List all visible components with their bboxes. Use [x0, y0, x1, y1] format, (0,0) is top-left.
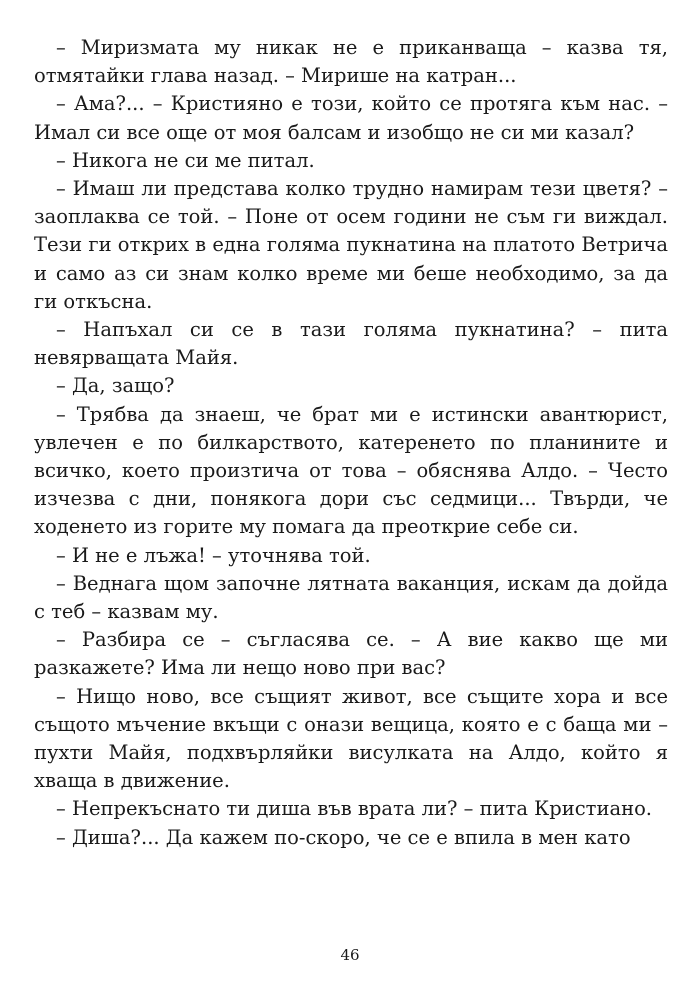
paragraph: – И не е лъжа! – уточнява той.	[56, 543, 371, 567]
body-text	[34, 34, 668, 852]
paragraph: – Непрекъснато ти диша във врата ли? – пита Кристиано.	[56, 797, 653, 821]
paragraph: – Напъхал си се в тази голяма пукнатина? – пита невярващата Майя.	[34, 318, 668, 370]
paragraph: – Нищо ново, все същият живот, все същите хора и все същото мъчение вкъщи с онази вещица, която е с баща ми – пухти Майя, подхвърляйки висулката на Алдо, който я хваща в движение.	[34, 684, 668, 793]
page-number: 46	[340, 946, 360, 964]
paragraph: – Имаш ли представа колко трудно намирам тези цветя? – заоплаква се той. – Поне от осем години не съм ги виждал. Тези ги открих в една голяма пукнатина на платото Ветрича и само аз си знам колко време ми беше необходимо, за да ги откъсна.	[34, 177, 668, 313]
paragraph: – Веднага щом започне лятната ваканция, искам да дойда с теб – казвам му.	[34, 571, 668, 624]
paragraph: – Диша?... Да кажем по-скоро, че се е впила в мен като	[56, 825, 631, 849]
paragraph: – Да, защо?	[56, 374, 175, 398]
paragraph: – Разбира се – съгласява се. – А вие какво ще ми разкажете? Има ли нещо ново при вас?	[34, 628, 668, 680]
paragraph: – Миризмата му никак не е приканваща – казва тя, отмятайки глава назад. – Мирише на катран...	[34, 36, 668, 88]
paragraph: – Ама?... – Кристияно е този, който се протяга към нас. – Имал си все още от моя балсам и изобщо не си ми казал?	[34, 92, 668, 144]
paragraph: – Никога не си ме питал.	[56, 148, 315, 172]
paragraph: – Трябва да знаеш, че брат ми е истински авантюрист, увлечен е по билкарството, катеренето по планините и всичко, което произтича от това – обяснява Алдо. – Често изчезва с дни, понякога дори със седмици... Твърди, че ходенето из горите му помага да преоткрие себе си.	[34, 402, 668, 539]
